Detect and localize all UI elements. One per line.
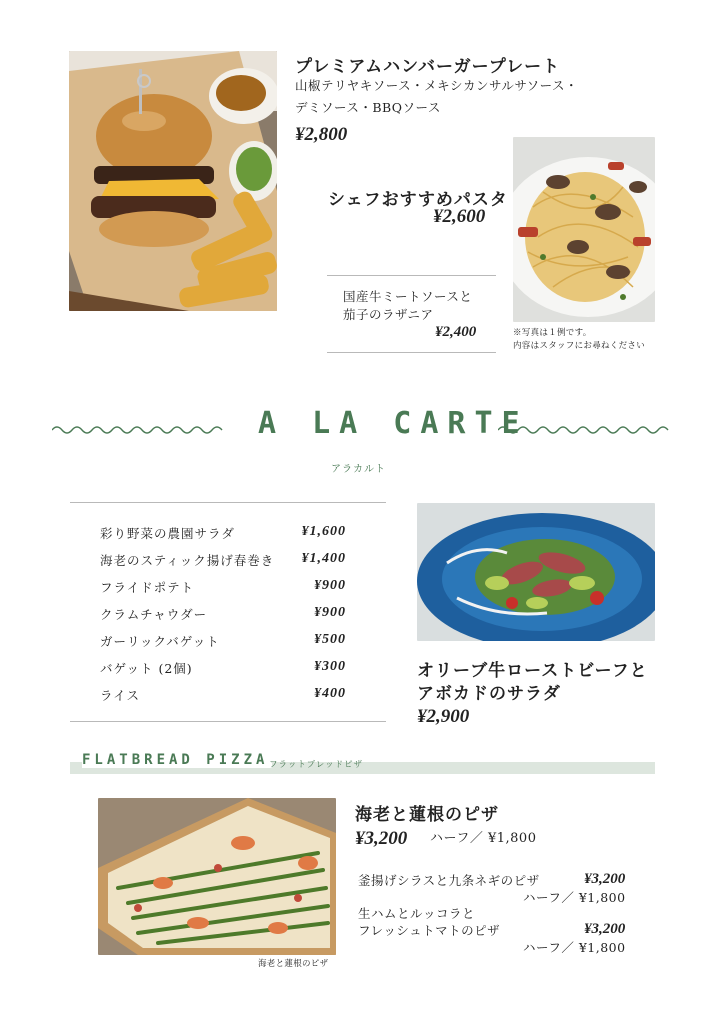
item-price: ¥900 — [314, 578, 346, 593]
list-item — [100, 578, 346, 598]
pizza-other-2-name-line1: 生ハムとルッコラと — [358, 906, 476, 921]
pasta-photo — [513, 137, 655, 322]
pasta-price: ¥2,600 — [433, 206, 486, 227]
item-name: クラムチャウダー — [100, 607, 208, 622]
item-price: ¥500 — [314, 632, 346, 647]
pizza-other-2-price: ¥3,200 — [584, 921, 626, 937]
pizza-photo-caption: 海老と蓮根のピザ — [258, 959, 329, 969]
item-price: ¥300 — [314, 659, 346, 674]
pizza-other-2-half: ハーフ／ ¥1,800 — [523, 940, 626, 955]
item-name: 彩り野菜の農園サラダ — [100, 526, 235, 541]
item-name: ガーリックバゲット — [100, 634, 220, 649]
list-item — [100, 686, 346, 706]
item-name: フライドポテト — [100, 580, 195, 595]
alacarte-title: A LA CARTE — [258, 406, 529, 441]
list-item — [100, 551, 346, 571]
list-item — [100, 605, 346, 625]
list-item — [100, 524, 346, 544]
alacarte-list-top-rule — [70, 502, 386, 503]
wave-ornament-right — [498, 424, 673, 436]
photo-note-line2: 内容はスタッフにお尋ねください — [513, 341, 646, 351]
lasagna-bottom-rule — [327, 352, 496, 353]
list-item — [100, 632, 346, 652]
beef-salad-name-line1: オリーブ牛ローストビーフと — [417, 661, 648, 681]
wave-ornament-left — [52, 424, 227, 436]
hamburger-desc-line2: デミソース・BBQソース — [295, 100, 441, 115]
item-name: 海老のスティック揚げ春巻き — [100, 553, 275, 568]
lasagna-name-line1: 国産牛ミートソースと — [343, 289, 473, 304]
lasagna-top-rule — [327, 275, 496, 276]
list-item — [100, 659, 346, 679]
beef-salad-price: ¥2,900 — [417, 706, 470, 727]
hamburger-price: ¥2,800 — [295, 124, 348, 145]
pizza-section-subtitle: フラットブレッドピザ — [269, 760, 364, 770]
pizza-other-1-name: 釜揚げシラスと九条ネギのピザ — [358, 873, 540, 888]
item-price: ¥1,600 — [301, 524, 346, 539]
hamburger-plate-photo — [69, 51, 277, 311]
item-price: ¥900 — [314, 605, 346, 620]
item-name: ライス — [100, 688, 141, 703]
hamburger-name: プレミアムハンバーガープレート — [295, 57, 561, 77]
pizza-main-name: 海老と蓮根のピザ — [355, 805, 499, 825]
item-price: ¥400 — [314, 686, 346, 701]
pasta-name: シェフおすすめパスタ — [328, 190, 508, 210]
pizza-main-half: ハーフ／ ¥1,800 — [430, 831, 537, 846]
beef-salad-name-line2: アボカドのサラダ — [417, 684, 561, 704]
beef-salad-photo — [417, 503, 655, 641]
item-name: バゲット (2個) — [100, 661, 193, 676]
lasagna-price: ¥2,400 — [435, 324, 477, 340]
pizza-main-price: ¥3,200 — [355, 828, 408, 849]
pizza-other-2-name-line2: フレッシュトマトのピザ — [358, 923, 501, 938]
hamburger-desc-line1: 山椒テリヤキソース・メキシカンサルサソース・ — [295, 78, 579, 93]
photo-note-line1: ※写真は１例です。 — [513, 328, 592, 338]
alacarte-subtitle: アラカルト — [331, 464, 386, 475]
pizza-other-1-price: ¥3,200 — [584, 871, 626, 887]
lasagna-name-line2: 茄子のラザニア — [343, 307, 434, 322]
item-price: ¥1,400 — [301, 551, 346, 566]
alacarte-list-bottom-rule — [70, 721, 386, 722]
pizza-photo — [98, 798, 336, 955]
pizza-section-title: FLATBREAD PIZZA — [82, 752, 272, 768]
pizza-other-1-half: ハーフ／ ¥1,800 — [523, 890, 626, 905]
